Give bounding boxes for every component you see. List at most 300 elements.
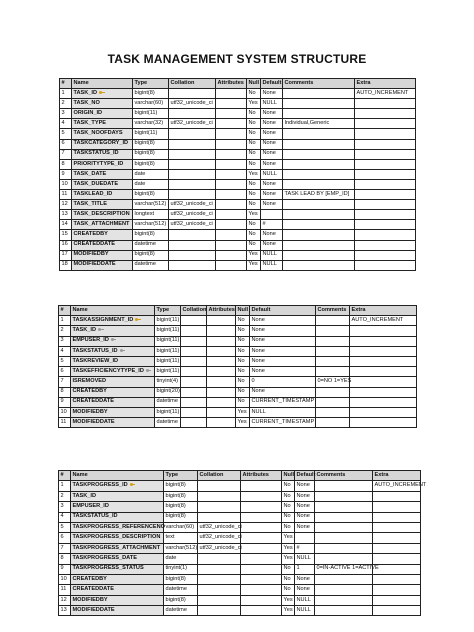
cell-null: No xyxy=(282,502,295,512)
cell-num: 8 xyxy=(59,554,71,564)
cell-attributes xyxy=(241,564,282,574)
cell-extra xyxy=(373,522,421,532)
cell-default: None xyxy=(250,336,316,346)
cell-collation xyxy=(169,260,216,270)
cell-name xyxy=(71,326,155,336)
table-row xyxy=(60,129,416,139)
cell-num: 2 xyxy=(60,99,72,109)
cell-collation xyxy=(198,574,241,584)
cell-num: 1 xyxy=(59,316,71,326)
cell-name xyxy=(71,533,164,543)
cell-default: None xyxy=(250,346,316,356)
cell-comments xyxy=(283,220,355,230)
field-name: TASK_ATTACHMENT xyxy=(73,221,130,228)
column-header-comments: Comments xyxy=(315,471,373,481)
table-row xyxy=(59,585,421,595)
cell-null: No xyxy=(247,230,261,240)
table-row xyxy=(60,109,416,119)
cell-type: datetime xyxy=(155,418,181,428)
column-header-null: Null xyxy=(247,79,261,89)
field-name: TASK_TITLE xyxy=(73,200,107,207)
cell-collation xyxy=(181,377,207,387)
cell-extra xyxy=(350,367,417,377)
cell-comments xyxy=(283,99,355,109)
cell-extra xyxy=(350,336,417,346)
field-name: TASKCATEGORY_ID xyxy=(73,140,129,147)
cell-num: 16 xyxy=(60,240,72,250)
cell-type: datetime xyxy=(133,260,169,270)
cell-name xyxy=(72,149,133,159)
cell-num: 12 xyxy=(60,200,72,210)
column-header-collation: Collation xyxy=(181,306,207,316)
cell-null: No xyxy=(282,574,295,584)
index-key-icon xyxy=(98,328,103,331)
cell-attributes xyxy=(241,595,282,605)
cell-extra: AUTO_INCREMENT xyxy=(350,316,417,326)
cell-num: 5 xyxy=(60,129,72,139)
cell-num: 11 xyxy=(59,585,71,595)
column-header-default: Default xyxy=(261,79,283,89)
cell-collation xyxy=(181,336,207,346)
task-progress-table-structure xyxy=(58,470,427,616)
cell-extra xyxy=(350,346,417,356)
column-header-null: Null xyxy=(236,306,250,316)
cell-comments xyxy=(315,491,373,501)
cell-default: 0 xyxy=(250,377,316,387)
cell-collation xyxy=(198,491,241,501)
field-name: TASK_TYPE xyxy=(73,120,107,127)
cell-type: bigint(11) xyxy=(155,356,181,366)
column-header-type: Type xyxy=(155,306,181,316)
cell-attributes xyxy=(216,159,247,169)
cell-default: None xyxy=(295,512,315,522)
column-header-name: Name xyxy=(71,471,164,481)
cell-attributes xyxy=(241,554,282,564)
cell-name xyxy=(71,564,164,574)
cell-extra xyxy=(373,491,421,501)
cell-name xyxy=(72,220,133,230)
cell-comments xyxy=(315,512,373,522)
table-row xyxy=(59,574,421,584)
cell-type: bigint(8) xyxy=(164,574,198,584)
cell-null: Yes xyxy=(247,210,261,220)
cell-comments xyxy=(283,129,355,139)
cell-extra xyxy=(355,109,416,119)
cell-extra xyxy=(355,220,416,230)
field-name: MODIFIEDDATE xyxy=(72,418,115,425)
cell-collation xyxy=(181,397,207,407)
cell-type: bigint(11) xyxy=(155,367,181,377)
cell-collation xyxy=(169,159,216,169)
cell-num: 13 xyxy=(59,606,71,616)
cell-comments xyxy=(316,397,350,407)
cell-type: bigint(8) xyxy=(133,230,169,240)
cell-num: 7 xyxy=(59,543,71,553)
table-row xyxy=(59,418,417,428)
cell-attributes xyxy=(216,260,247,270)
cell-type: date xyxy=(164,554,198,564)
field-name: TASKPROGRESS_REFERENCENO xyxy=(72,523,166,530)
cell-type: varchar(512) xyxy=(133,220,169,230)
cell-type: bigint(11) xyxy=(133,129,169,139)
field-name: TASKLEAD_ID xyxy=(73,190,113,197)
column-header-extra: Extra xyxy=(350,306,417,316)
cell-extra xyxy=(373,574,421,584)
cell-extra xyxy=(350,407,417,417)
cell-name xyxy=(72,109,133,119)
cell-default: None xyxy=(295,502,315,512)
cell-type: bigint(8) xyxy=(133,89,169,99)
table-row xyxy=(59,522,421,532)
cell-default: NULL xyxy=(261,99,283,109)
table-row xyxy=(60,190,416,200)
field-name: EMPUSER_ID xyxy=(72,503,109,510)
cell-extra xyxy=(355,200,416,210)
table-row xyxy=(59,407,417,417)
cell-num: 4 xyxy=(60,119,72,129)
cell-comments xyxy=(315,554,373,564)
cell-name xyxy=(72,250,133,260)
field-name: MODIFIEDDATE xyxy=(73,261,116,268)
cell-attributes xyxy=(207,418,236,428)
cell-name xyxy=(72,260,133,270)
cell-type: bigint(11) xyxy=(155,346,181,356)
cell-attributes xyxy=(216,220,247,230)
table-row xyxy=(60,169,416,179)
cell-default: None xyxy=(261,190,283,200)
cell-default: NULL xyxy=(261,250,283,260)
cell-default: None xyxy=(261,89,283,99)
cell-null: No xyxy=(236,326,250,336)
cell-collation xyxy=(169,190,216,200)
cell-type: datetime xyxy=(155,397,181,407)
table-row xyxy=(60,159,416,169)
column-header-num: # xyxy=(60,79,72,89)
cell-num: 3 xyxy=(59,336,71,346)
field-name: TASK_NOOFDAYS xyxy=(73,130,123,137)
cell-type: bigint(8) xyxy=(133,250,169,260)
cell-num: 6 xyxy=(59,367,71,377)
cell-num: 6 xyxy=(60,139,72,149)
cell-num: 3 xyxy=(60,109,72,119)
cell-attributes xyxy=(241,585,282,595)
cell-comments: Individual,Generic xyxy=(283,119,355,129)
cell-collation xyxy=(169,149,216,159)
cell-null: No xyxy=(236,377,250,387)
cell-type: varchar(512) xyxy=(133,200,169,210)
task-table-structure xyxy=(59,78,416,271)
primary-key-icon xyxy=(130,483,135,486)
cell-default: # xyxy=(295,543,315,553)
primary-key-icon xyxy=(135,318,140,321)
cell-extra xyxy=(373,543,421,553)
table-header-row xyxy=(60,79,416,89)
cell-extra xyxy=(355,129,416,139)
cell-type: bigint(8) xyxy=(164,595,198,605)
field-name: MODIFIEDBY xyxy=(72,408,108,415)
cell-attributes xyxy=(207,397,236,407)
cell-attributes xyxy=(216,179,247,189)
field-name: CREATEDBY xyxy=(72,575,107,582)
cell-null: No xyxy=(247,119,261,129)
field-name: ISREMOVED xyxy=(72,378,107,385)
column-header-attributes: Attributes xyxy=(207,306,236,316)
cell-attributes xyxy=(216,169,247,179)
cell-null: No xyxy=(282,481,295,491)
cell-num: 1 xyxy=(60,89,72,99)
field-name: TASKSTATUS_ID xyxy=(73,150,119,157)
cell-type: bigint(11) xyxy=(155,326,181,336)
cell-extra xyxy=(373,512,421,522)
cell-collation xyxy=(181,418,207,428)
cell-collation: utf32_unicode_ci xyxy=(169,99,216,109)
cell-comments xyxy=(283,139,355,149)
cell-name xyxy=(72,240,133,250)
field-name: ORIGIN_ID xyxy=(73,110,103,117)
cell-collation xyxy=(181,387,207,397)
table-row xyxy=(59,595,421,605)
cell-extra xyxy=(355,260,416,270)
cell-default: None xyxy=(261,159,283,169)
cell-default: None xyxy=(250,316,316,326)
cell-type: bigint(11) xyxy=(155,316,181,326)
cell-extra xyxy=(373,564,421,574)
cell-num: 10 xyxy=(59,574,71,584)
cell-comments xyxy=(283,179,355,189)
cell-type: bigint(11) xyxy=(155,336,181,346)
cell-name xyxy=(71,481,164,491)
cell-collation: utf32_unicode_ci xyxy=(169,119,216,129)
cell-attributes xyxy=(241,491,282,501)
cell-default: None xyxy=(295,491,315,501)
table-row xyxy=(59,533,421,543)
table-row xyxy=(59,356,417,366)
cell-type: bigint(8) xyxy=(164,481,198,491)
cell-attributes xyxy=(216,149,247,159)
table-row xyxy=(60,250,416,260)
cell-collation xyxy=(198,512,241,522)
cell-extra xyxy=(350,326,417,336)
cell-default: None xyxy=(295,574,315,584)
cell-attributes xyxy=(241,543,282,553)
cell-attributes xyxy=(216,200,247,210)
cell-attributes xyxy=(207,407,236,417)
cell-default: None xyxy=(295,522,315,532)
column-header-attributes: Attributes xyxy=(216,79,247,89)
cell-default: NULL xyxy=(250,407,316,417)
field-name: TASK_NO xyxy=(73,99,100,106)
column-header-type: Type xyxy=(133,79,169,89)
cell-extra xyxy=(373,585,421,595)
cell-name xyxy=(72,230,133,240)
cell-num: 9 xyxy=(59,564,71,574)
cell-comments xyxy=(283,109,355,119)
cell-comments xyxy=(315,585,373,595)
table-row xyxy=(60,89,416,99)
cell-collation: utf32_unicode_ci xyxy=(169,200,216,210)
column-header-extra: Extra xyxy=(373,471,421,481)
cell-collation xyxy=(169,179,216,189)
column-header-default: Default xyxy=(295,471,315,481)
cell-type: bigint(8) xyxy=(133,159,169,169)
page-title: TASK MANAGEMENT SYSTEM STRUCTURE xyxy=(107,52,367,66)
cell-attributes xyxy=(216,99,247,109)
cell-type: tinyint(1) xyxy=(164,564,198,574)
cell-num: 10 xyxy=(59,407,71,417)
cell-type: bigint(8) xyxy=(164,491,198,501)
field-name: EMPUSER_ID xyxy=(72,337,109,344)
cell-null: No xyxy=(247,139,261,149)
field-name: TASKPROGRESS_DESCRIPTION xyxy=(72,534,161,541)
cell-null: No xyxy=(282,512,295,522)
cell-null: No xyxy=(236,316,250,326)
task-assignment-table-structure xyxy=(58,305,417,428)
column-header-default: Default xyxy=(250,306,316,316)
table-row xyxy=(59,367,417,377)
cell-attributes xyxy=(207,336,236,346)
cell-attributes xyxy=(241,481,282,491)
cell-num: 4 xyxy=(59,346,71,356)
cell-null: No xyxy=(247,129,261,139)
cell-collation xyxy=(181,346,207,356)
cell-null: No xyxy=(236,367,250,377)
cell-type: datetime xyxy=(164,606,198,616)
field-name: TASK_DESCRIPTION xyxy=(73,210,130,217)
cell-comments xyxy=(315,533,373,543)
field-name: MODIFIEDBY xyxy=(72,596,108,603)
table-row xyxy=(59,491,421,501)
cell-name xyxy=(71,543,164,553)
cell-attributes xyxy=(207,316,236,326)
cell-type: date xyxy=(133,179,169,189)
cell-attributes xyxy=(216,129,247,139)
cell-null: No xyxy=(247,200,261,210)
cell-num: 5 xyxy=(59,522,71,532)
cell-default: None xyxy=(261,139,283,149)
field-name: PRIORITYTYPE_ID xyxy=(73,160,124,167)
cell-comments xyxy=(315,574,373,584)
cell-null: No xyxy=(247,179,261,189)
cell-collation xyxy=(181,356,207,366)
cell-default: # xyxy=(261,220,283,230)
cell-default: None xyxy=(250,326,316,336)
column-header-attributes: Attributes xyxy=(241,471,282,481)
field-name: TASKSTATUS_ID xyxy=(72,347,118,354)
field-name: TASKEFFICIENCYTYPE_ID xyxy=(72,367,144,374)
cell-default: None xyxy=(261,109,283,119)
cell-attributes xyxy=(216,119,247,129)
cell-comments xyxy=(283,149,355,159)
cell-null: No xyxy=(247,89,261,99)
cell-num: 1 xyxy=(59,481,71,491)
cell-type: varchar(512) xyxy=(164,543,198,553)
cell-attributes xyxy=(207,377,236,387)
cell-num: 2 xyxy=(59,326,71,336)
cell-extra xyxy=(373,554,421,564)
field-name: TASKSTATUS_ID xyxy=(72,513,118,520)
cell-null: No xyxy=(236,387,250,397)
table-row xyxy=(60,99,416,109)
cell-name xyxy=(71,356,155,366)
cell-type: bigint(8) xyxy=(133,139,169,149)
cell-comments xyxy=(283,260,355,270)
field-name: TASK_ID xyxy=(72,327,97,334)
column-header-name: Name xyxy=(71,306,155,316)
cell-default: CURRENT_TIMESTAMP xyxy=(250,418,316,428)
cell-name xyxy=(72,200,133,210)
table-row xyxy=(59,606,421,616)
cell-attributes xyxy=(207,326,236,336)
cell-num: 3 xyxy=(59,502,71,512)
field-name: TASK_DUEDATE xyxy=(73,180,119,187)
cell-extra xyxy=(355,190,416,200)
column-header-num: # xyxy=(59,471,71,481)
cell-default: 1 xyxy=(295,564,315,574)
cell-comments xyxy=(283,250,355,260)
cell-null: Yes xyxy=(247,99,261,109)
cell-collation xyxy=(169,109,216,119)
cell-extra xyxy=(355,169,416,179)
cell-attributes xyxy=(216,109,247,119)
cell-name xyxy=(72,129,133,139)
table-row xyxy=(60,240,416,250)
cell-default: None xyxy=(250,387,316,397)
cell-extra xyxy=(373,595,421,605)
cell-extra xyxy=(355,149,416,159)
cell-num: 7 xyxy=(60,149,72,159)
cell-default: None xyxy=(261,179,283,189)
cell-type: bigint(20) xyxy=(155,387,181,397)
cell-attributes xyxy=(241,606,282,616)
table-header-row xyxy=(59,306,417,316)
cell-type: varchar(60) xyxy=(164,522,198,532)
column-header-null: Null xyxy=(282,471,295,481)
cell-attributes xyxy=(241,533,282,543)
cell-collation xyxy=(198,606,241,616)
cell-name xyxy=(72,89,133,99)
cell-name xyxy=(71,606,164,616)
cell-collation xyxy=(169,169,216,179)
cell-num: 6 xyxy=(59,533,71,543)
table-row xyxy=(59,512,421,522)
index-key-icon xyxy=(120,349,125,352)
table-header-row xyxy=(59,471,421,481)
cell-null: Yes xyxy=(282,554,295,564)
cell-null: Yes xyxy=(247,169,261,179)
cell-comments: TASK LEAD BY [EMP_ID] xyxy=(283,190,355,200)
cell-collation xyxy=(181,367,207,377)
field-name: CREATEDBY xyxy=(73,231,108,238)
cell-extra xyxy=(373,502,421,512)
cell-num: 11 xyxy=(59,418,71,428)
table-row xyxy=(60,139,416,149)
cell-comments xyxy=(316,346,350,356)
cell-comments xyxy=(315,543,373,553)
cell-extra: AUTO_INCREMENT xyxy=(373,481,421,491)
cell-num: 7 xyxy=(59,377,71,387)
field-name: TASKPROGRESS_DATE xyxy=(72,555,137,562)
cell-extra xyxy=(355,240,416,250)
column-header-collation: Collation xyxy=(198,471,241,481)
cell-collation: utf32_unicode_ci xyxy=(169,220,216,230)
cell-name xyxy=(71,512,164,522)
cell-default: NULL xyxy=(295,595,315,605)
table-row xyxy=(59,502,421,512)
cell-default: CURRENT_TIMESTAMP xyxy=(250,397,316,407)
cell-comments xyxy=(316,387,350,397)
cell-name xyxy=(71,585,164,595)
cell-null: Yes xyxy=(282,595,295,605)
